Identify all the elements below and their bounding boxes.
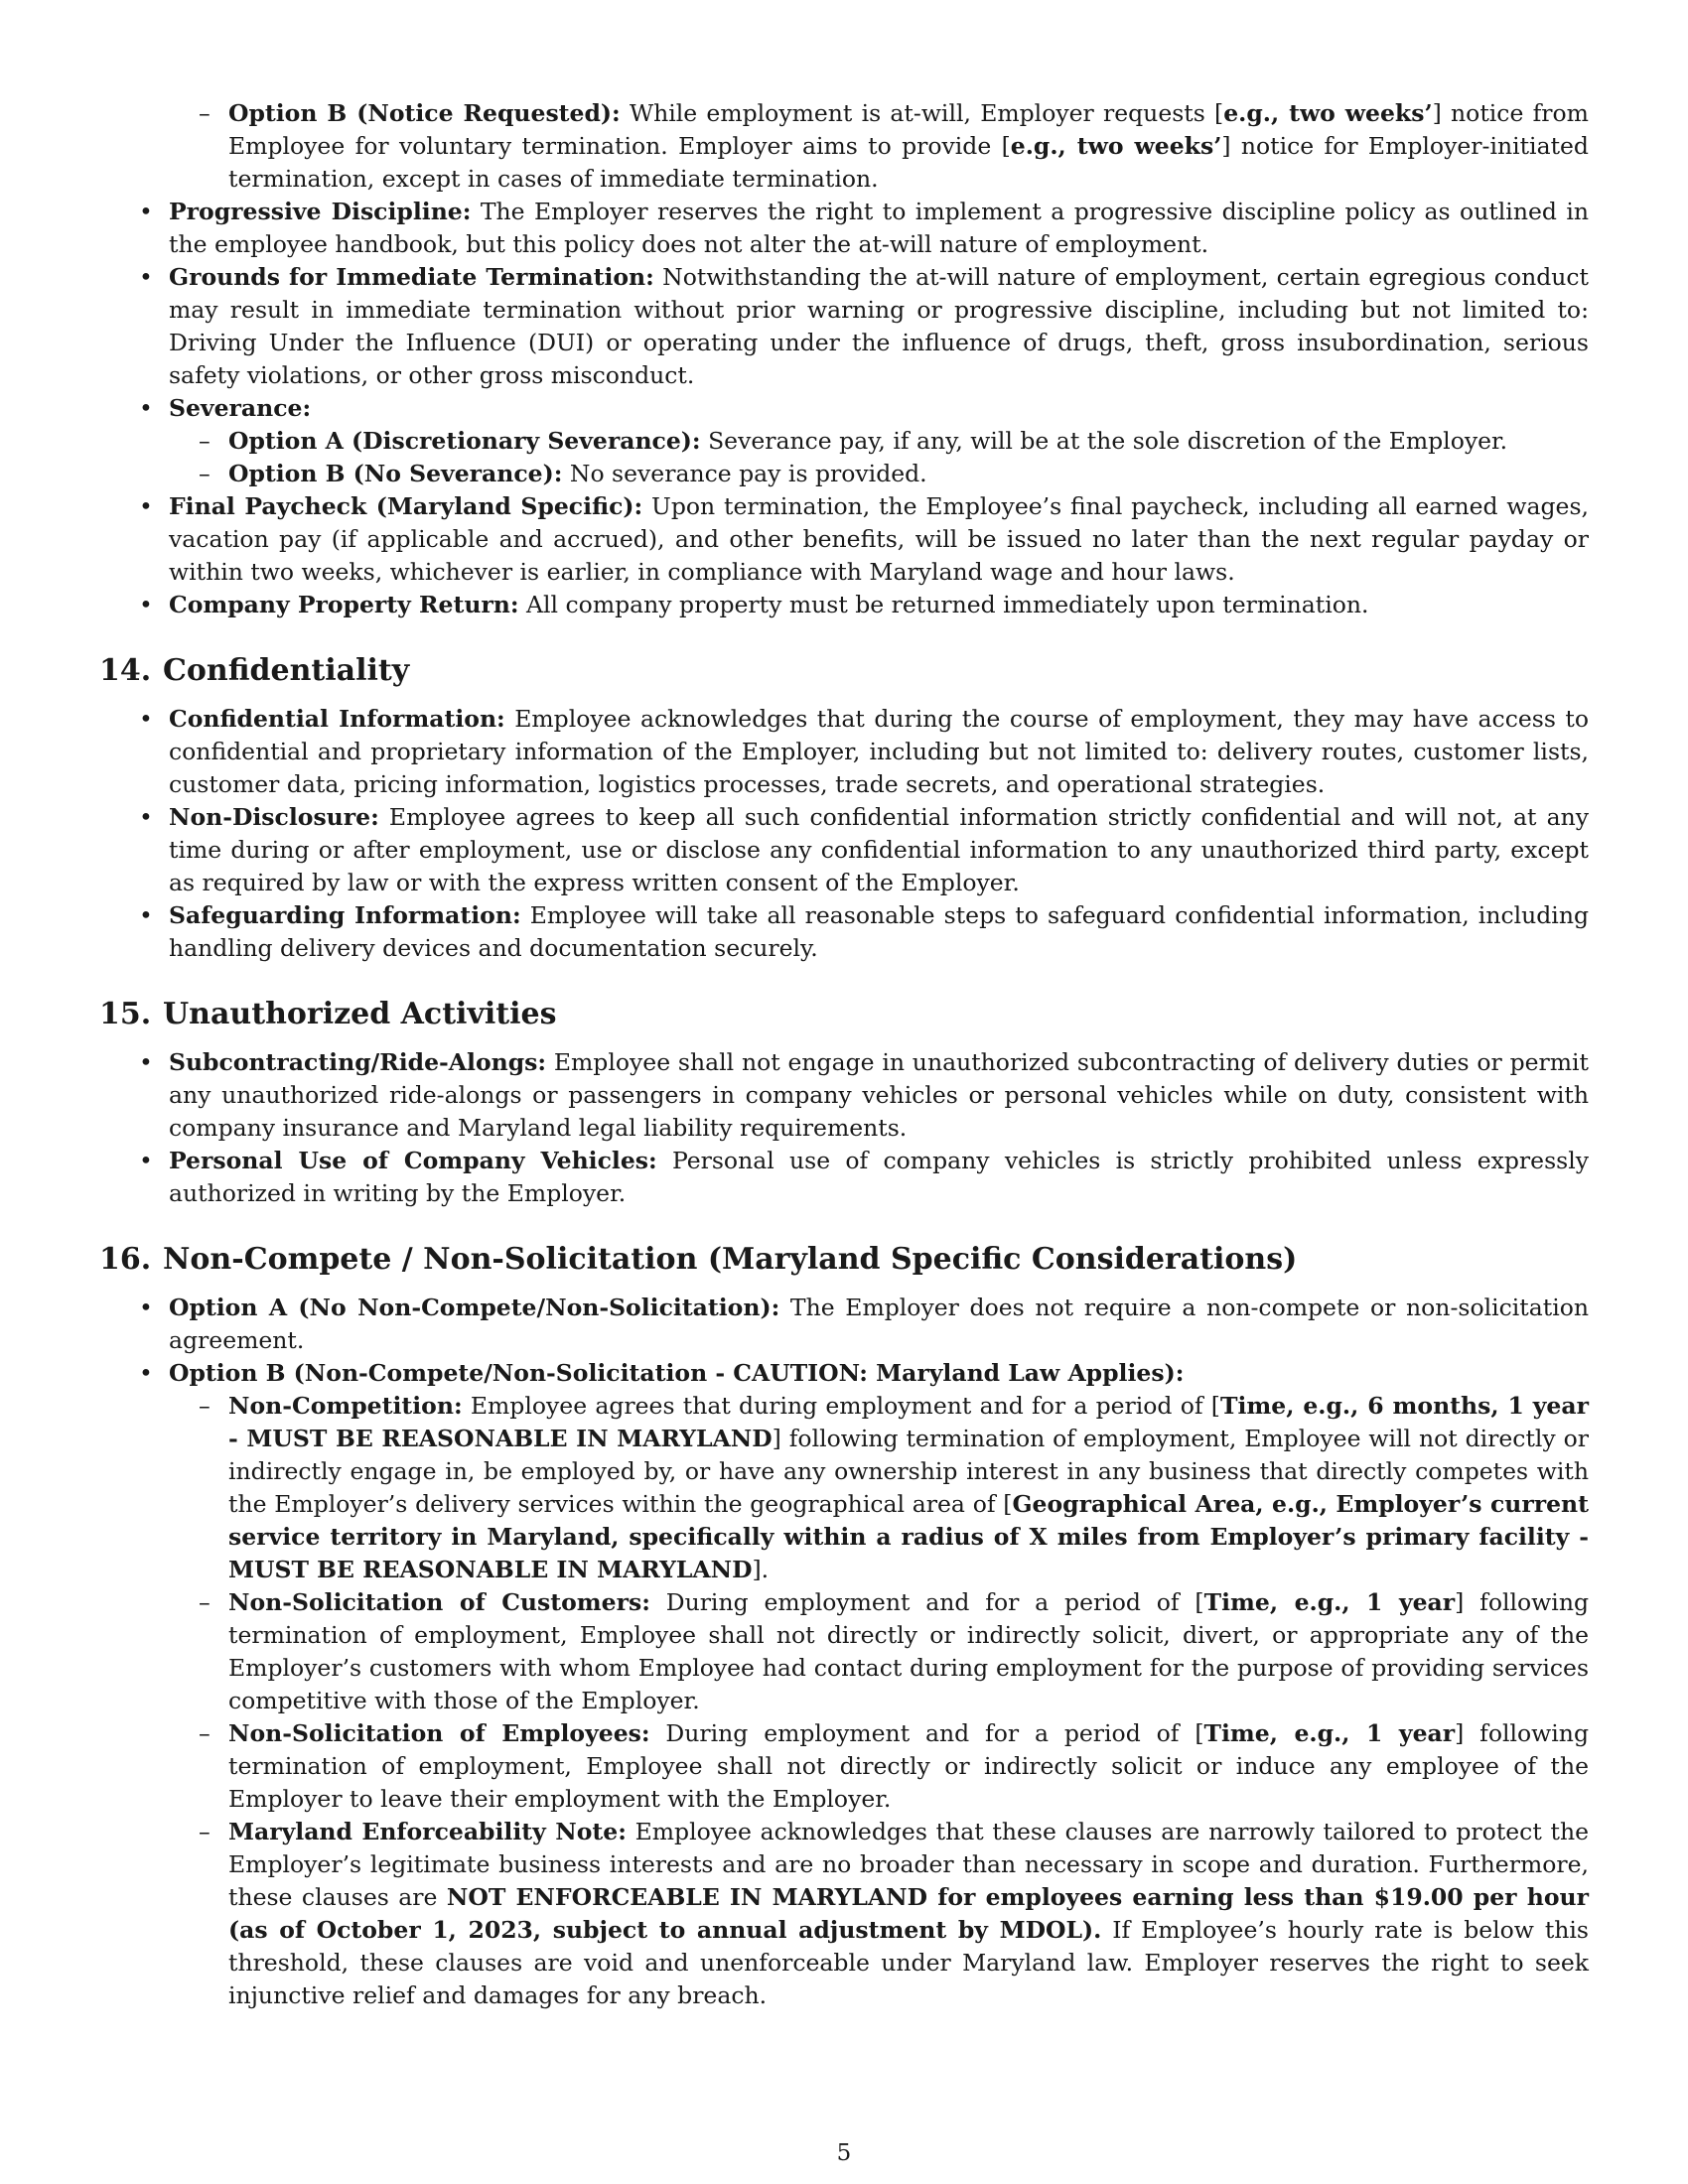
section-list xyxy=(99,703,1589,965)
item-label: Final Paycheck (Maryland Specific): xyxy=(169,492,643,520)
list-item: • Company Property Return: All company property must be returned immediately upon termination. xyxy=(99,589,1589,621)
list-item: – Non-Competition: Employee agrees that during employment and for a period of [Time, e.g., 6 months, 1 year - MUST BE REASONABLE IN MARYLAND] following termination of employment, Employee will not directly or indirectly engage in, be employed by, or have any ownership interest in any business that directly competes with the Employer’s delivery services within the geographical area of [Geographical Area, e.g., Employer’s current service territory in Maryland, specifically within a radius of X miles from Employer’s primary facility - MUST BE REASONABLE IN MARYLAND]. xyxy=(99,1390,1589,1586)
termination-list xyxy=(99,196,1589,621)
item-label: Company Property Return: xyxy=(169,591,519,618)
item-label: Non-Disclosure: xyxy=(169,803,379,831)
item-label: Severance: xyxy=(169,394,312,422)
list-item: – Option B (No Severance): No severance pay is provided. xyxy=(99,458,1589,490)
item-label: Non-Solicitation of Employees: xyxy=(228,1719,650,1747)
item-label: Non-Competition: xyxy=(228,1392,463,1420)
page-content xyxy=(99,97,1589,2012)
item-label: Confidential Information: xyxy=(169,705,505,733)
item-label: Grounds for Immediate Termination: xyxy=(169,263,654,291)
item-label: Non-Solicitation of Customers: xyxy=(228,1588,650,1616)
item-label: Subcontracting/Ride-Alongs: xyxy=(169,1048,547,1076)
list-item: – Option A (Discretionary Severance): Severance pay, if any, will be at the sole discretion of the Employer. xyxy=(99,425,1589,458)
list-item: • Subcontracting/Ride-Alongs: Employee shall not engage in unauthorized subcontracting of delivery duties or permit any unauthorized ride-alongs or passengers in company vehicles or personal vehicles while on duty, consistent with company insurance and Maryland legal liability requirements. xyxy=(99,1046,1589,1145)
section-heading: 16. Non-Compete / Non-Solicitation (Maryland Specific Considerations) xyxy=(99,1242,1298,1277)
notice-sublist xyxy=(99,97,1589,196)
item-label: Option B (No Severance): xyxy=(228,460,563,487)
list-item: – Maryland Enforceability Note: Employee acknowledges that these clauses are narrowly tailored to protect the Employer’s legitimate business interests and are no broader than necessary in scope and duration. Furthermore, these clauses are NOT ENFORCEABLE IN MARYLAND for employees earning less than $19.00 per hour (as of October 1, 2023, subject to annual adjustment by MDOL). If Employee’s hourly rate is below this threshold, these clauses are void and unenforceable under Maryland law. Employer reserves the right to seek injunctive relief and damages for any breach. xyxy=(99,1816,1589,2012)
section-heading: 15. Unauthorized Activities xyxy=(99,997,557,1031)
item-label: Option A (Discretionary Severance): xyxy=(228,427,701,455)
list-item: • Non-Disclosure: Employee agrees to keep all such confidential information strictly confidential and will not, at any time during or after employment, use or disclose any confidential information to any unauthorized third party, except as required by law or with the express written consent of the Employer. xyxy=(99,801,1589,899)
option-b-sublist xyxy=(169,1390,1589,2012)
item-label: Safeguarding Information: xyxy=(169,901,521,929)
list-item: • Final Paycheck (Maryland Specific): Upon termination, the Employee’s final paycheck, including all earned wages, vacation pay (if applicable and accrued), and other benefits, will be issued no later than the next regular payday or within two weeks, whichever is earlier, in compliance with Maryland wage and hour laws. xyxy=(99,490,1589,589)
list-item xyxy=(99,1357,1589,2012)
list-item: • Safeguarding Information: Employee will take all reasonable steps to safeguard confidential information, including handling delivery devices and documentation securely. xyxy=(99,899,1589,965)
section-confidentiality xyxy=(99,651,1589,965)
section-list xyxy=(99,1292,1589,2012)
item-label: Option B (Notice Requested): xyxy=(228,99,621,127)
section-non-compete xyxy=(99,1240,1589,2012)
list-item: • Option A (No Non-Compete/Non-Solicitation): The Employer does not require a non-compete or non-solicitation agreement. xyxy=(99,1292,1589,1357)
list-item: • Confidential Information: Employee acknowledges that during the course of employment, they may have access to confidential and proprietary information of the Employer, including but not limited to: delivery routes, customer lists, customer data, pricing information, logistics processes, trade secrets, and operational strategies. xyxy=(99,703,1589,801)
item-label: Option B (Non-Compete/Non-Solicitation - CAUTION: Maryland Law Applies): xyxy=(169,1359,1185,1387)
section-unauthorized-activities xyxy=(99,995,1589,1210)
list-item: • Progressive Discipline: The Employer reserves the right to implement a progressive discipline policy as outlined in the employee handbook, but this policy does not alter the at-will nature of employment. xyxy=(99,196,1589,261)
item-label: Option A (No Non-Compete/Non-Solicitation): xyxy=(169,1294,780,1321)
item-label: Progressive Discipline: xyxy=(169,198,472,225)
item-label: Personal Use of Company Vehicles: xyxy=(169,1147,657,1174)
list-item: • Personal Use of Company Vehicles: Personal use of company vehicles is strictly prohibited unless expressly authorized in writing by the Employer. xyxy=(99,1145,1589,1210)
section-list xyxy=(99,1046,1589,1210)
list-item: – Non-Solicitation of Customers: During employment and for a period of [Time, e.g., 1 year] following termination of employment, Employee shall not directly or indirectly solicit, divert, or appropriate any of the Employer’s customers with whom Employee had contact during employment for the purpose of providing services competitive with those of the Employer. xyxy=(99,1586,1589,1717)
list-item: – Option B (Notice Requested): While employment is at-will, Employer requests [e.g., two weeks’] notice from Employee for voluntary termination. Employer aims to provide [e.g., two weeks’] notice for Employer-initiated termination, except in cases of immediate termination. xyxy=(99,97,1589,196)
item-label: Maryland Enforceability Note: xyxy=(228,1818,627,1845)
severance-sublist xyxy=(169,425,1589,490)
list-item xyxy=(99,392,1589,490)
section-heading: 14. Confidentiality xyxy=(99,653,410,688)
list-item: – Non-Solicitation of Employees: During employment and for a period of [Time, e.g., 1 year] following termination of employment, Employee shall not directly or indirectly solicit or induce any employee of the Employer to leave their employment with the Employer. xyxy=(99,1717,1589,1816)
page-number: 5 xyxy=(836,2140,852,2166)
list-item: • Grounds for Immediate Termination: Notwithstanding the at-will nature of employment, certain egregious conduct may result in immediate termination without prior warning or progressive discipline, including but not limited to: Driving Under the Influence (DUI) or operating under the influence of drugs, theft, gross insubordination, serious safety violations, or other gross misconduct. xyxy=(99,261,1589,392)
